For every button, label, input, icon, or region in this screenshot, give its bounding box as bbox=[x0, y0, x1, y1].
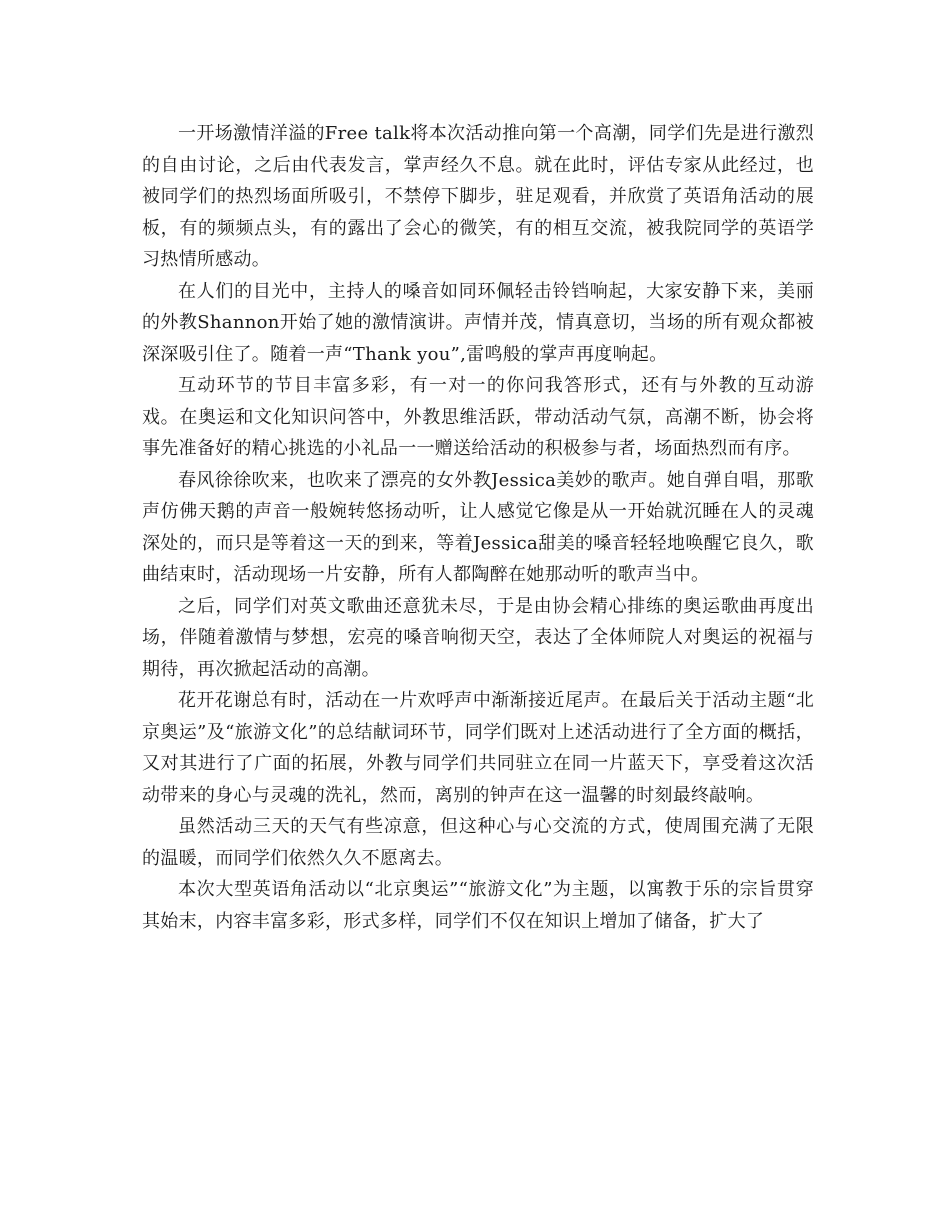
paragraph-interaction: 互动环节的节目丰富多彩，有一对一的你问我答形式，还有与外教的互动游戏。在奥运和文化知识问答中，外教思维活跃，带动活动气氛，高潮不断，协会将事先准备好的精心挑选的小礼品一一赠送给活动的积极参与者，场面热烈而有序。 bbox=[142, 375, 814, 459]
document-body bbox=[142, 118, 814, 937]
paragraph-jessica-song: 春风徐徐吹来，也吹来了漂亮的女外教Jessica美妙的歌声。她自弹自唱，那歌声仿佛天鹅的声音一般婉转悠扬动听，让人感觉它像是从一开始就沉睡在人的灵魂深处的，而只是等着这一天的到来，等着Jessica甜美的嗓音轻轻地唤醒它良久，歌曲结束时，活动现场一片安静，所有人都陶醉在她那动听的歌声当中。 bbox=[142, 469, 814, 585]
paragraph-shannon-speech: 在人们的目光中，主持人的嗓音如同环佩轻击铃铛响起，大家安静下来，美丽的外教Shannon开始了她的激情演讲。声情并茂，情真意切，当场的所有观众都被深深吸引住了。随着一声“Thank you”,雷鸣般的掌声再度响起。 bbox=[142, 280, 814, 365]
paragraph-closing: 花开花谢总有时，活动在一片欢呼声中渐渐接近尾声。在最后关于活动主题“北京奥运”及“旅游文化”的总结献词环节，同学们既对上述活动进行了全方面的概括，又对其进行了广面的拓展，外教与同学们共同驻立在同一片蓝天下，享受着这次活动带来的身心与灵魂的洗礼，然而，离别的钟声在这一温馨的时刻最终敲响。 bbox=[142, 690, 814, 806]
paragraph-weather: 虽然活动三天的天气有些凉意，但这种心与心交流的方式，使周围充满了无限的温暖，而同学们依然久久不愿离去。 bbox=[142, 816, 814, 869]
paragraph-olympic-song: 之后，同学们对英文歌曲还意犹未尽，于是由协会精心排练的奥运歌曲再度出场，伴随着激情与梦想，宏亮的嗓音响彻天空，表达了全体师院人对奥运的祝福与期待，再次掀起活动的高潮。 bbox=[142, 595, 814, 680]
paragraph-summary: 本次大型英语角活动以“北京奥运”“旅游文化”为主题，以寓教于乐的宗旨贯穿其始末，内容丰富多彩，形式多样，同学们不仅在知识上增加了储备，扩大了 bbox=[142, 879, 814, 932]
paragraph-free-talk: 一开场激情洋溢的Free talk将本次活动推向第一个高潮，同学们先是进行激烈的自由讨论，之后由代表发言，掌声经久不息。就在此时，评估专家从此经过，也被同学们的热烈场面所吸引，不禁停下脚步，驻足观看，并欣赏了英语角活动的展板，有的频频点头，有的露出了会心的微笑，有的相互交流，被我院同学的英语学习热情所感动。 bbox=[142, 123, 814, 270]
